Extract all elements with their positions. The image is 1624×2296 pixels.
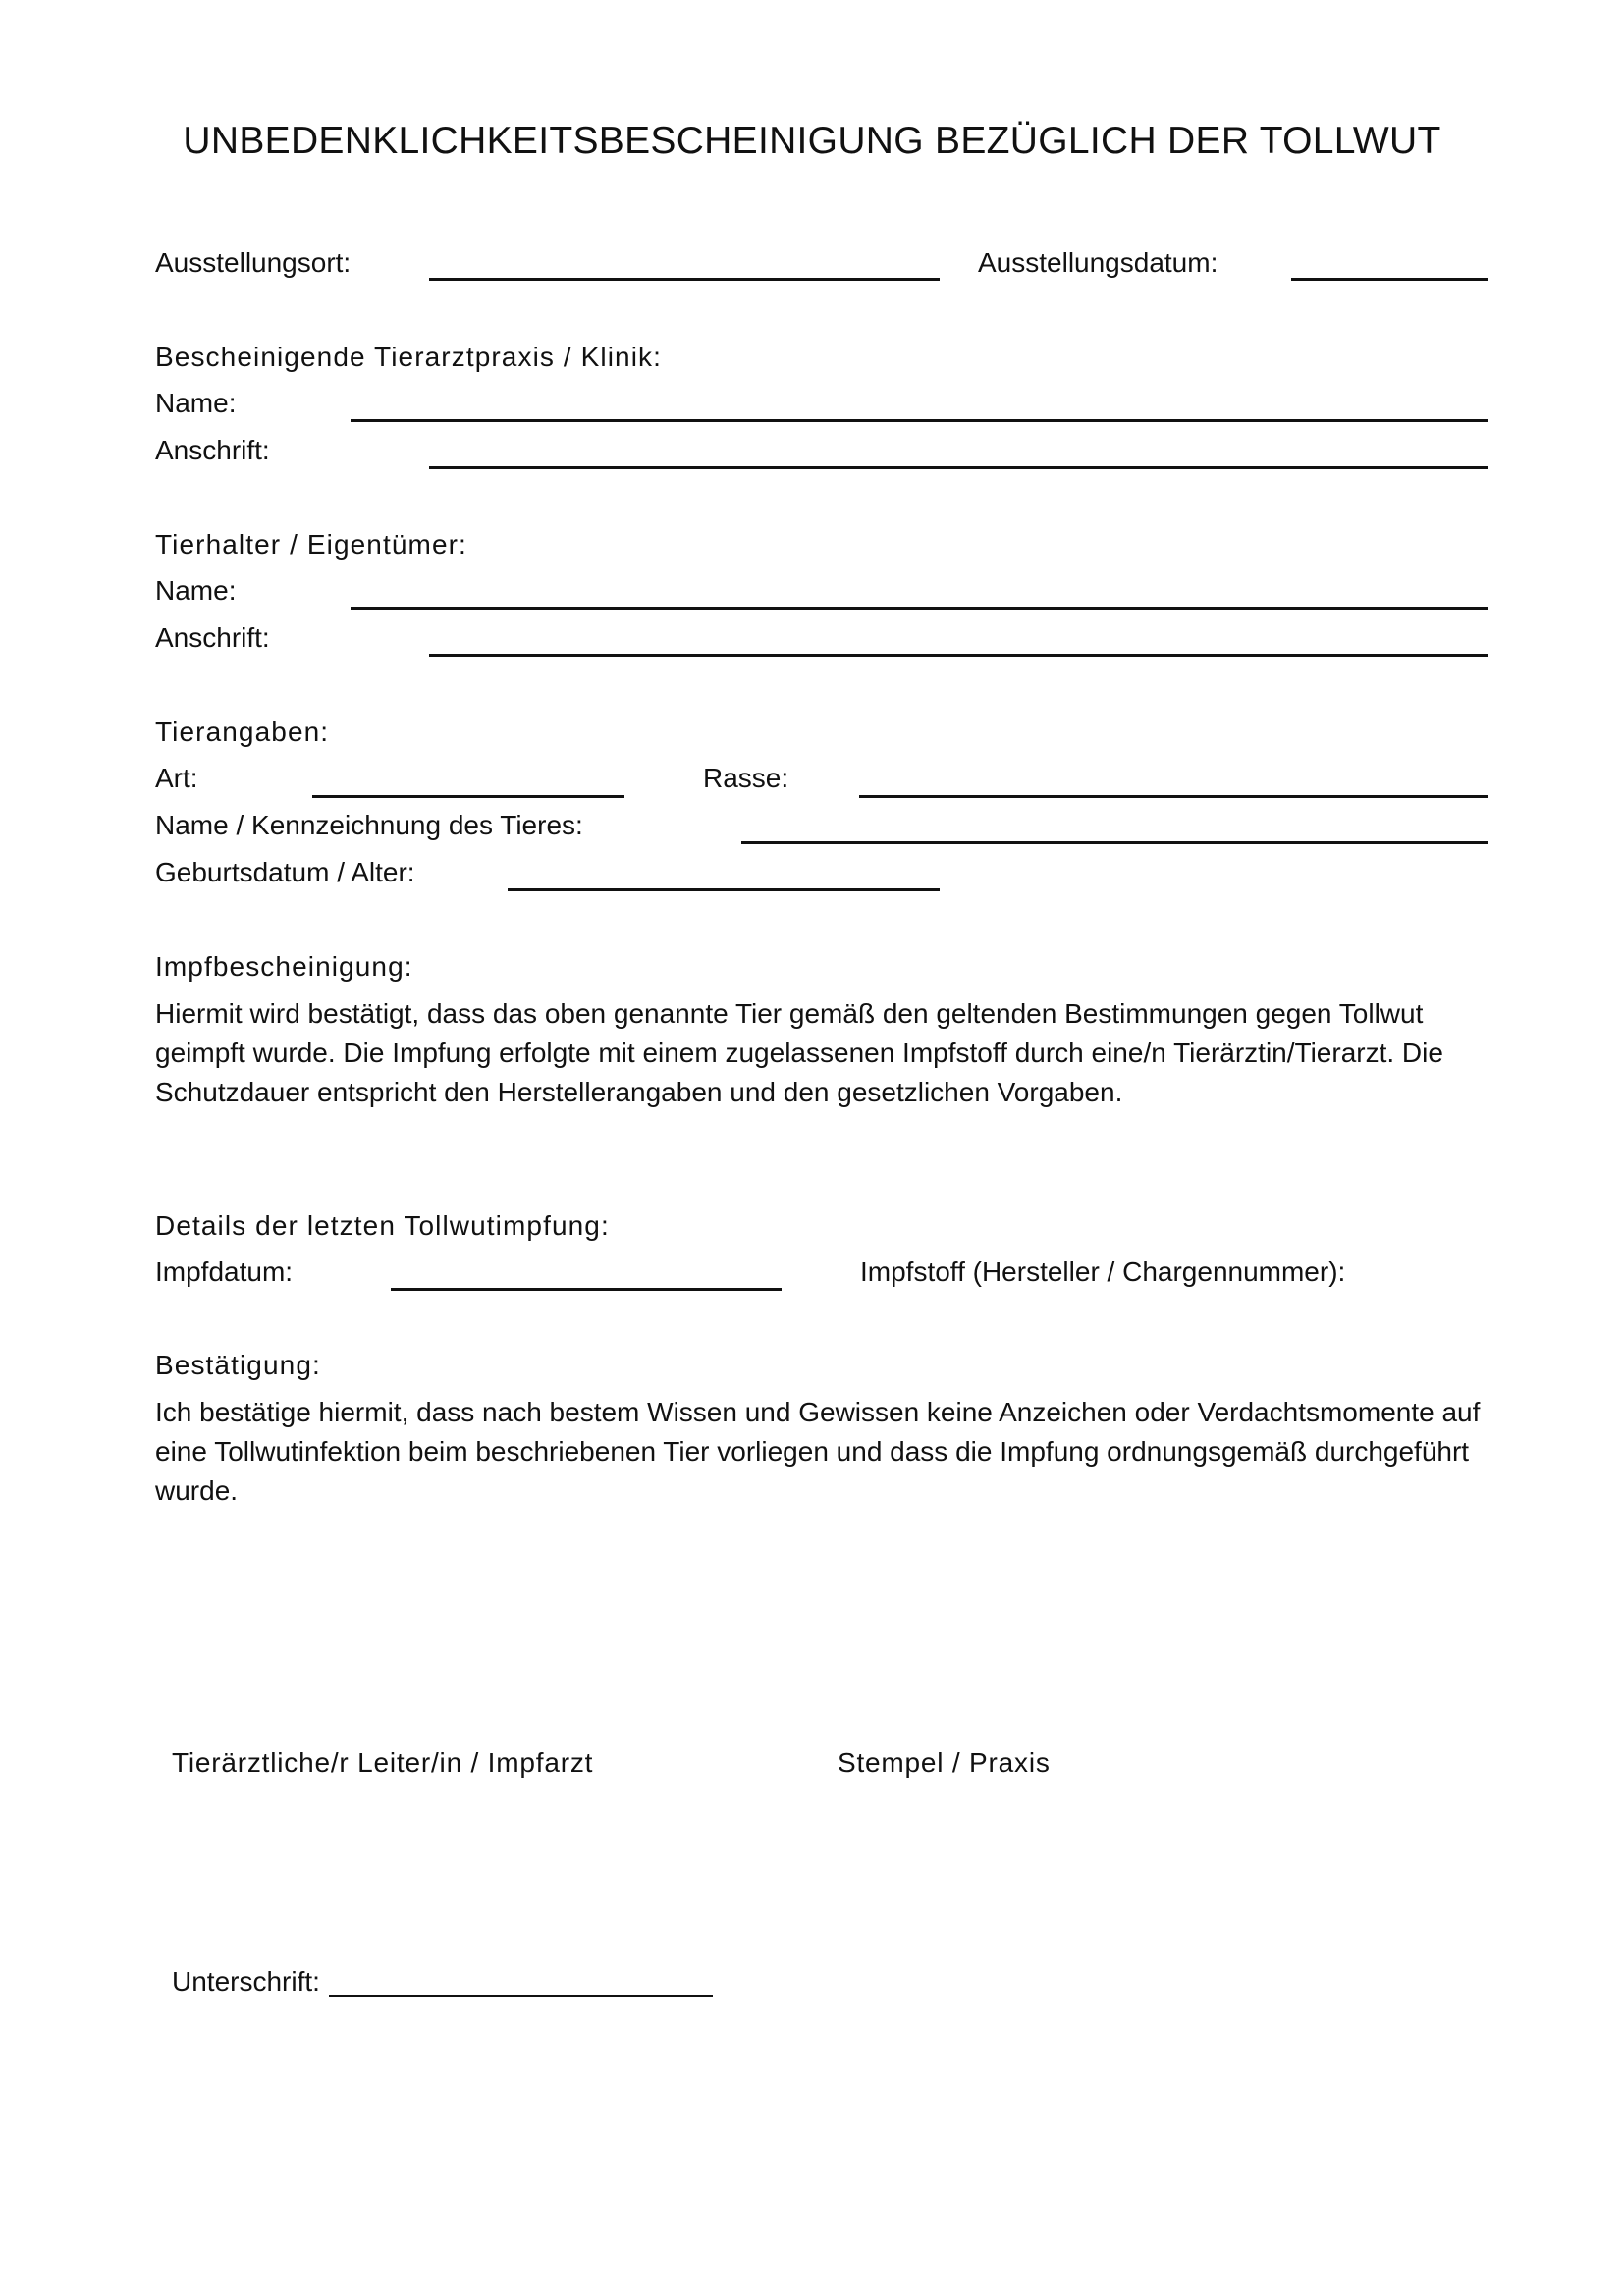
practice-name-field[interactable]	[351, 419, 1488, 422]
confirmation-heading: Bestätigung:	[155, 1350, 321, 1380]
issue-place-label: Ausstellungsort:	[155, 247, 352, 278]
animal-id-label: Name / Kennzeichnung des Tieres:	[155, 810, 583, 840]
animal-breed-label: Rasse:	[703, 763, 789, 793]
animal-species-label: Art:	[155, 763, 198, 793]
document-title: UNBEDENKLICHKEITSBESCHEINIGUNG BEZÜGLICH DER TOLLWUT	[183, 120, 1441, 162]
practice-address-field[interactable]	[429, 466, 1488, 469]
animal-birth-field[interactable]	[508, 888, 940, 891]
animal-id-field[interactable]	[741, 841, 1488, 844]
vaccination-heading: Impfbescheinigung:	[155, 951, 413, 982]
owner-name-field[interactable]	[351, 607, 1488, 610]
issue-date-label: Ausstellungsdatum:	[978, 247, 1218, 278]
animal-birth-label: Geburtsdatum / Alter:	[155, 857, 415, 887]
animal-species-field[interactable]	[312, 795, 624, 798]
vaccine-label: Impfstoff (Hersteller / Chargennummer):	[860, 1256, 1346, 1287]
issue-date-field[interactable]	[1291, 278, 1488, 281]
practice-heading: Bescheinigende Tierarztpraxis / Klinik:	[155, 342, 663, 372]
practice-address-label: Anschrift:	[155, 435, 270, 465]
vaccination-date-label: Impfdatum:	[155, 1256, 294, 1287]
practice-name-label: Name:	[155, 388, 237, 418]
animal-heading: Tierangaben:	[155, 717, 330, 747]
signature-field[interactable]	[329, 1995, 713, 1997]
owner-address-field[interactable]	[429, 654, 1488, 657]
stamp-label: Stempel / Praxis	[838, 1747, 1051, 1778]
signature-label: Unterschrift:	[172, 1966, 320, 1997]
animal-breed-field[interactable]	[859, 795, 1488, 798]
last-vaccination-heading: Details der letzten Tollwutimpfung:	[155, 1210, 610, 1241]
owner-heading: Tierhalter / Eigentümer:	[155, 529, 467, 560]
vaccination-date-field[interactable]	[391, 1288, 782, 1291]
owner-name-label: Name:	[155, 575, 237, 606]
owner-address-label: Anschrift:	[155, 622, 270, 653]
vaccination-text: Hiermit wird bestätigt, dass das oben genannte Tier gemäß den geltenden Bestimmungen gegen Tollwut geimpft wurde. Die Impfung erfolgte mit einem zugelassenen Impfstoff durch eine/n Tierärztin/Tierarzt. Die Schutzdauer entspricht den Herstellerangaben und den gesetzlichen Vorgaben.	[155, 998, 1443, 1107]
issue-place-field[interactable]	[429, 278, 940, 281]
vet-signature-label: Tierärztliche/r Leiter/in / Impfarzt	[172, 1747, 594, 1778]
confirmation-text: Ich bestätige hiermit, dass nach bestem Wissen und Gewissen keine Anzeichen oder Verdachtsmomente auf eine Tollwutinfektion beim beschriebenen Tier vorliegen und dass die Impfung ordnungsgemäß durchgeführt wurde.	[155, 1397, 1481, 1506]
